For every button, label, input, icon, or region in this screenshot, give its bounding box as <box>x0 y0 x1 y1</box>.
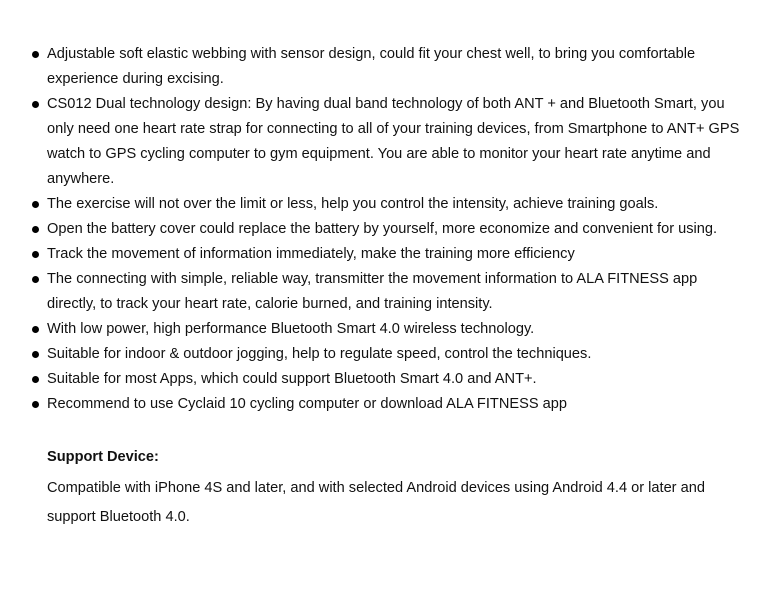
feature-text: Adjustable soft elastic webbing with sensor design, could fit your chest well, to bring you comfortable experience during excising. <box>47 46 696 87</box>
bullet-icon <box>32 351 39 358</box>
bullet-icon <box>32 401 39 408</box>
feature-item <box>28 92 740 192</box>
bullet-icon <box>32 101 39 108</box>
feature-text: Suitable for most Apps, which could support Bluetooth Smart 4.0 and ANT+. <box>47 371 537 387</box>
bullet-icon <box>32 201 39 208</box>
feature-item <box>28 342 740 367</box>
support-device-title: Support Device: <box>47 449 159 465</box>
feature-list <box>28 42 740 417</box>
bullet-icon <box>32 226 39 233</box>
feature-item <box>28 317 740 342</box>
feature-text: The exercise will not over the limit or less, help you control the intensity, achieve training goals. <box>47 196 659 212</box>
feature-item <box>28 192 740 217</box>
support-device-section <box>47 445 747 532</box>
feature-item <box>28 42 740 92</box>
feature-text: Track the movement of information immediately, make the training more efficiency <box>47 246 575 262</box>
feature-item <box>28 392 740 417</box>
bullet-icon <box>32 326 39 333</box>
bullet-icon <box>32 251 39 258</box>
bullet-icon <box>32 276 39 283</box>
support-device-text: Compatible with iPhone 4S and later, and with selected Android devices using Android 4.4 or later and support Bluetooth 4.0. <box>47 480 705 525</box>
feature-item <box>28 267 740 317</box>
feature-text: CS012 Dual technology design: By having dual band technology of both ANT + and Bluetooth Smart, you only need one heart rate strap for connecting to all of your training devices, from Smartphone to ANT+ GPS watch to GPS cycling computer to gym equipment. You are able to monitor your heart rate anytime and anywhere. <box>47 96 740 187</box>
feature-text: With low power, high performance Bluetooth Smart 4.0 wireless technology. <box>47 321 535 337</box>
feature-item <box>28 367 740 392</box>
bullet-icon <box>32 51 39 58</box>
feature-text: Suitable for indoor & outdoor jogging, help to regulate speed, control the techniques. <box>47 346 592 362</box>
feature-text: The connecting with simple, reliable way, transmitter the movement information to ALA FITNESS app directly, to track your heart rate, calorie burned, and training intensity. <box>47 271 698 312</box>
feature-item <box>28 217 740 242</box>
bullet-icon <box>32 376 39 383</box>
feature-text: Recommend to use Cyclaid 10 cycling computer or download ALA FITNESS app <box>47 396 567 412</box>
feature-text: Open the battery cover could replace the battery by yourself, more economize and convenient for using. <box>47 221 718 237</box>
feature-item <box>28 242 740 267</box>
